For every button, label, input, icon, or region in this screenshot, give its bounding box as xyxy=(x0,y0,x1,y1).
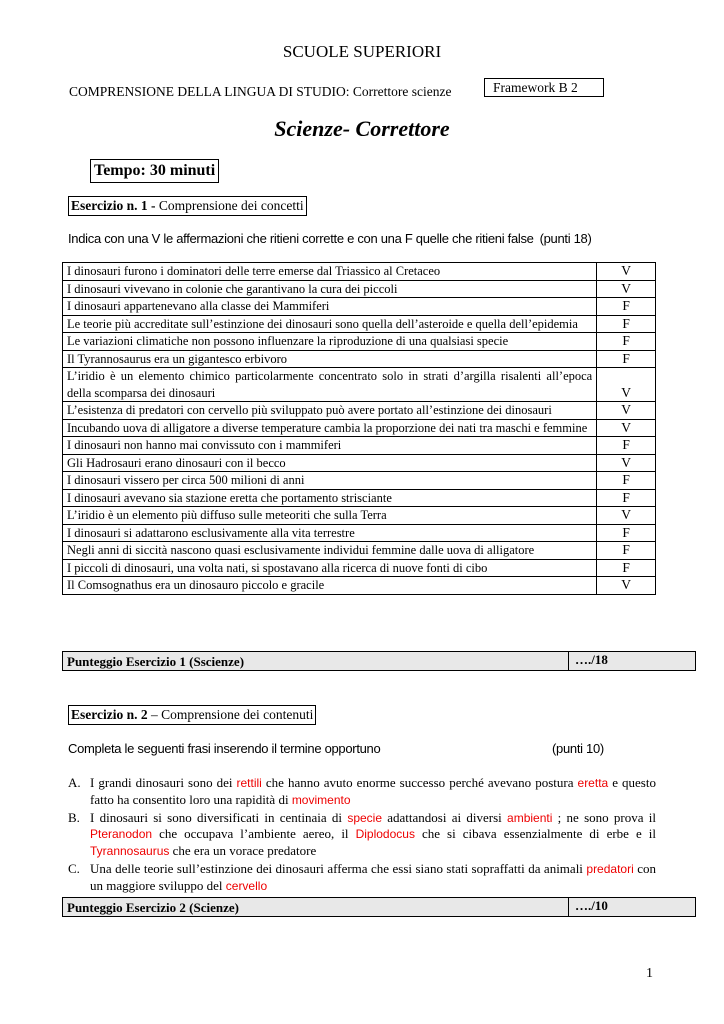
answer-cell: F xyxy=(597,542,656,560)
sentence-text: che occupava l’ambiente aereo, il xyxy=(152,826,356,842)
statement-cell: Il Comsognathus era un dinosauro piccolo e gracile xyxy=(63,577,597,595)
table-row xyxy=(63,577,656,595)
answer-cell: F xyxy=(597,333,656,351)
table-row xyxy=(63,489,656,507)
table-row xyxy=(63,472,656,490)
table-row xyxy=(63,280,656,298)
statement-cell: I dinosauri furono i dominatori delle terre emerse dal Triassico al Cretaceo xyxy=(63,263,597,281)
statement-cell: I dinosauri vivevano in colonie che garantivano la cura dei piccoli xyxy=(63,280,597,298)
table-row xyxy=(63,542,656,560)
answer-cell: V xyxy=(597,280,656,298)
answer-term: eretta xyxy=(577,776,609,790)
answer-cell: F xyxy=(597,489,656,507)
answer-term: cervello xyxy=(225,878,268,893)
statement-cell: I dinosauri si adattarono esclusivamente alla vita terrestre xyxy=(63,524,597,542)
exercise-1-score-bar xyxy=(62,651,696,671)
school-heading: SCUOLE SUPERIORI xyxy=(282,42,442,61)
table-row xyxy=(63,437,656,455)
answer-cell: V xyxy=(597,402,656,420)
table-row xyxy=(63,315,656,333)
answer-cell: F xyxy=(597,350,656,368)
list-item xyxy=(68,810,656,860)
exercise-1-score-points: …./18 xyxy=(568,652,695,670)
answer-cell: V xyxy=(597,368,656,402)
answer-cell: F xyxy=(597,315,656,333)
list-item xyxy=(68,861,656,895)
answer-cell: V xyxy=(597,263,656,281)
statement-cell: Le teorie più accreditate sull’estinzione dei dinosauri sono quella dell’asteroide e quella dell’epidemia xyxy=(63,315,597,333)
statement-cell: L’iridio è un elemento chimico particolarmente concentrato solo in strati d’argilla risalenti all’epoca della scomparsa dei dinosauri xyxy=(63,368,597,402)
table-row xyxy=(63,333,656,351)
sentence-text: che hanno avuto enorme successo perché avevano postura xyxy=(261,775,578,790)
table-row xyxy=(63,559,656,577)
exercise-1-instruction xyxy=(68,231,592,246)
exercise-2-label: Esercizio n. 2 xyxy=(71,707,148,722)
item-letter: C. xyxy=(68,860,80,876)
item-letter: A. xyxy=(68,775,81,790)
table-row xyxy=(63,298,656,316)
table-row xyxy=(63,263,656,281)
sentence-text: I grandi dinosauri sono dei xyxy=(90,775,237,790)
exercise-1-name: Comprensione dei concetti xyxy=(155,198,304,213)
time-box: Tempo: 30 minuti xyxy=(90,159,219,183)
table-row xyxy=(63,350,656,368)
answer-term: ambienti xyxy=(507,810,553,825)
statement-cell: I dinosauri vissero per circa 500 milioni di anni xyxy=(63,472,597,490)
sentence-text: con un maggiore sviluppo del xyxy=(90,860,657,893)
true-false-table xyxy=(62,262,656,595)
sentence-text: che era un vorace predatore xyxy=(169,843,317,859)
exercise-2-score-points: …./10 xyxy=(568,898,695,916)
answer-cell: F xyxy=(597,472,656,490)
table-row xyxy=(63,419,656,437)
exercise-1-score-label: Punteggio Esercizio 1 (Sscienze) xyxy=(67,654,245,669)
answer-term: rettili xyxy=(236,776,262,790)
answer-cell: V xyxy=(597,419,656,437)
table-row xyxy=(63,524,656,542)
statement-cell: Il Tyrannosaurus era un gigantesco erbivoro xyxy=(63,350,597,368)
exercise-1-instruction-text: Indica con una V le affermazioni che ritieni corrette e con una F quelle che ritieni false xyxy=(68,231,534,246)
answer-term: Pteranodon xyxy=(90,827,153,842)
answer-term: specie xyxy=(347,810,382,825)
statement-cell: Incubando uova di alligatore a diverse temperature cambia la proporzione dei nati tra maschi e femmine xyxy=(63,419,597,437)
statement-cell: I piccoli di dinosauri, una volta nati, si spostavano alla ricerca di nuove fonti di cibo xyxy=(63,559,597,577)
course-subtitle: COMPRENSIONE DELLA LINGUA DI STUDIO: Correttore scienze xyxy=(69,84,452,99)
answer-term: movimento xyxy=(291,792,351,807)
statement-cell: Gli Hadrosauri erano dinosauri con il becco xyxy=(63,454,597,472)
item-letter: B. xyxy=(68,809,80,825)
table-row xyxy=(63,402,656,420)
sentence-text: Una delle teorie sull’estinzione dei dinosauri afferma che essi siano stati sopraffatti da animali xyxy=(90,860,587,876)
answer-cell: V xyxy=(597,454,656,472)
statement-cell: I dinosauri non hanno mai convissuto con i mammiferi xyxy=(63,437,597,455)
answer-term: Tyrannosaurus xyxy=(90,844,170,859)
statement-cell: Negli anni di siccità nascono quasi esclusivamente individui femmine dalle uova di alligatore xyxy=(63,542,597,560)
statement-cell: I dinosauri appartenevano alla classe dei Mammiferi xyxy=(63,298,597,316)
answer-term: predatori xyxy=(586,861,634,876)
exercise-2-instruction-text: Completa le seguenti frasi inserendo il termine opportuno xyxy=(68,741,381,756)
exercise-1-heading xyxy=(68,196,307,216)
answer-cell: F xyxy=(597,437,656,455)
framework-box: Framework B 2 xyxy=(484,78,604,97)
table-row xyxy=(63,368,656,402)
statement-cell: L’esistenza di predatori con cervello più sviluppato può avere portato all’estinzione dei dinosauri xyxy=(63,402,597,420)
exercise-1-label: Esercizio n. 1 - xyxy=(71,198,156,213)
exercise-2-instruction xyxy=(68,741,656,756)
sentence-text: I dinosauri si sono diversificati in centinaia di xyxy=(90,809,348,825)
answer-term: Diplodocus xyxy=(355,827,415,842)
statement-cell: I dinosauri avevano sia stazione eretta che portamento strisciante xyxy=(63,489,597,507)
exercise-2-name: – Comprensione dei contenuti xyxy=(147,707,314,722)
sentence-text: ; ne sono prova il xyxy=(552,809,657,825)
sentence-text: adattandosi ai diversi xyxy=(382,809,508,825)
exercise-2-score-bar xyxy=(62,897,696,917)
exercise-2-score-label: Punteggio Esercizio 2 (Scienze) xyxy=(67,900,239,915)
sentence-text: che si cibava essenzialmente di erbe e il xyxy=(414,826,656,842)
table-row xyxy=(63,454,656,472)
document-title: Scienze- Correttore xyxy=(274,116,450,141)
answer-cell: F xyxy=(597,298,656,316)
answer-cell: V xyxy=(597,577,656,595)
answer-cell: V xyxy=(597,507,656,525)
exercise-2-heading xyxy=(68,705,316,725)
statement-cell: Le variazioni climatiche non possono influenzare la riproduzione di una qualsiasi specie xyxy=(63,333,597,351)
answer-cell: F xyxy=(597,559,656,577)
list-item xyxy=(68,775,656,809)
exercise-2-points: (punti 10) xyxy=(552,741,604,756)
table-row xyxy=(63,507,656,525)
fill-in-list xyxy=(68,775,656,896)
statement-cell: L’iridio è un elemento più diffuso sulle meteoriti che sulla Terra xyxy=(63,507,597,525)
answer-cell: F xyxy=(597,524,656,542)
sentence-text: e questo fatto ha consentito loro una rapidità di xyxy=(90,775,656,807)
page-number: 1 xyxy=(646,966,653,981)
exercise-1-points: (punti 18) xyxy=(539,231,592,246)
